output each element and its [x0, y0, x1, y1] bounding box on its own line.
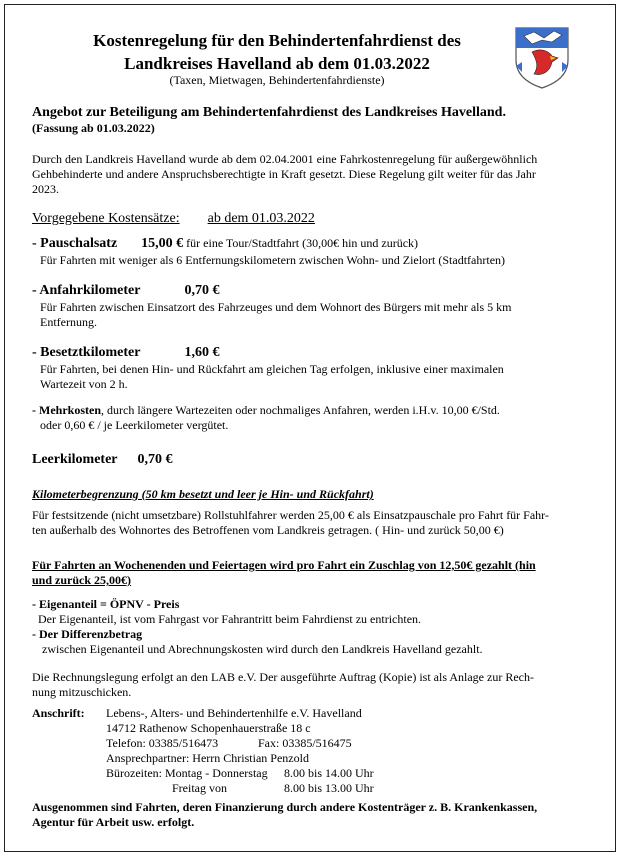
intro-line: Gehbehinderte und andere Anspruchsberechtigte in Kraft gesetzt. Diese Regelung gilt weiter für das Jahr [32, 167, 536, 181]
office-hours-fri: 8.00 bis 13.00 Uhr [284, 781, 374, 795]
offer-version: (Fassung ab 01.03.2022) [32, 121, 155, 135]
closing-note: Agentur für Arbeit usw. erfolgt. [32, 815, 195, 829]
flat-rate-price: 15,00 € [141, 236, 184, 251]
difference-text: zwischen Eigenanteil und Abrechnungskosten wird durch den Landkreis Havelland gezahlt. [42, 642, 483, 656]
approach-km-row [32, 283, 219, 298]
approach-km-price: 0,70 € [184, 283, 220, 298]
doc-subtitle: (Taxen, Mietwagen, Behindertenfahrdienste) [169, 73, 385, 87]
occupied-km-note: Für Fahrten, bei denen Hin- und Rückfahrt am gleichen Tag erfolgen, inklusive einer maximalen [40, 362, 504, 376]
office-hours-mon-thu: 8.00 bis 14.00 Uhr [284, 766, 374, 780]
address-label: Anschrift: [32, 706, 85, 720]
approach-km-note: Entfernung. [40, 315, 97, 329]
km-limit-text: ten außerhalb des Wohnortes des Betroffenen vom Landkreis getragen. ( Hin- und zurück 50,00 €) [32, 523, 504, 537]
fax-number: Fax: 03385/516475 [258, 736, 352, 750]
billing-text: nung mitzuschicken. [32, 685, 132, 699]
closing-note: Ausgenommen sind Fahrten, deren Finanzierung durch andere Kostenträger z. B. Krankenkassen, [32, 800, 538, 814]
doc-title-line2: Landkreises Havelland ab dem 01.03.2022 [124, 54, 430, 73]
weekend-surcharge: Für Fahrten an Wochenenden und Feiertagen wird pro Fahrt ein Zuschlag von 12,50€ gezahlt (hin [32, 558, 536, 572]
billing-text: Die Rechnungslegung erfolgt an den LAB e.V. Der ausgeführte Auftrag (Kopie) ist als Anlage zur Rech- [32, 670, 534, 684]
intro-line: 2023. [32, 182, 59, 196]
own-share-text: Der Eigenanteil, ist vom Fahrgast vor Fahrantritt beim Fahrdienst zu entrichten. [38, 612, 422, 626]
offer-heading: Angebot zur Beteiligung am Behindertenfahrdienst des Landkreises Havelland. [32, 105, 506, 120]
approach-km-label: - Anfahrkilometer [32, 283, 141, 298]
approach-km-note: Für Fahrten zwischen Einsatzort des Fahrzeuges und dem Wohnort des Bürgers mit mehr als 5 km [40, 300, 512, 314]
coat-of-arms-icon [514, 26, 570, 90]
office-hours-label: Bürozeiten: Montag - Donnerstag [106, 766, 268, 780]
empty-km-label: Leerkilometer [32, 452, 118, 467]
extra-costs-label: - Mehrkosten [32, 403, 101, 417]
occupied-km-price: 1,60 € [184, 345, 220, 360]
rates-heading-date: ab dem 01.03.2022 [207, 211, 315, 226]
rates-heading-label: Vorgegebene Kostensätze: [32, 211, 180, 226]
occupied-km-label: - Besetztkilometer [32, 345, 141, 360]
extra-costs-text: oder 0,60 € / je Leerkilometer vergütet. [40, 418, 229, 432]
flat-rate-note: Für Fahrten mit weniger als 6 Entfernungskilometern zwischen Wohn- und Zielort (Stadtfahrten) [40, 253, 506, 267]
intro-line: Durch den Landkreis Havelland wurde ab dem 02.04.2001 eine Fahrkostenregelung für außergewöhnlich [32, 152, 538, 166]
phone-number: Telefon: 03385/516473 [106, 736, 219, 750]
weekend-surcharge: und zurück 25,00€) [32, 573, 132, 587]
own-share-label: - Eigenanteil = ÖPNV - Preis [32, 597, 180, 611]
contact-person: Ansprechpartner: Herrn Christian Penzold [106, 751, 309, 765]
empty-km-price: 0,70 € [137, 452, 173, 467]
address-street: 14712 Rathenow Schopenhauerstraße 18 c [106, 721, 311, 735]
office-hours-fri-label: Freitag von [172, 781, 227, 795]
address-org: Lebens-, Alters- und Behindertenhilfe e.V. Havelland [106, 706, 362, 720]
occupied-km-row [32, 345, 219, 360]
difference-label: - Der Differenzbetrag [32, 627, 143, 641]
km-limit-text: Für festsitzende (nicht umsetzbare) Rollstuhlfahrer werden 25,00 € als Einsatzpauschale pro Fahrt für Fahr- [32, 508, 549, 522]
empty-km-row [32, 451, 173, 468]
km-limit-heading: Kilometerbegrenzung (50 km besetzt und leer je Hin- und Rückfahrt) [32, 487, 374, 501]
doc-title-line1: Kostenregelung für den Behindertenfahrdienst des [93, 31, 461, 50]
occupied-km-note: Wartezeit von 2 h. [40, 377, 128, 391]
rates-heading [32, 210, 315, 227]
extra-costs-text: , durch längere Wartezeiten oder nochmaliges Anfahren, werden i.H.v. 10,00 €/Std. [101, 403, 500, 417]
flat-rate-desc: für eine Tour/Stadtfahrt (30,00€ hin und zurück) [186, 236, 419, 250]
flat-rate-label: - Pauschalsatz [32, 236, 118, 251]
flat-rate-row [32, 236, 418, 251]
extra-costs-row [32, 403, 500, 418]
